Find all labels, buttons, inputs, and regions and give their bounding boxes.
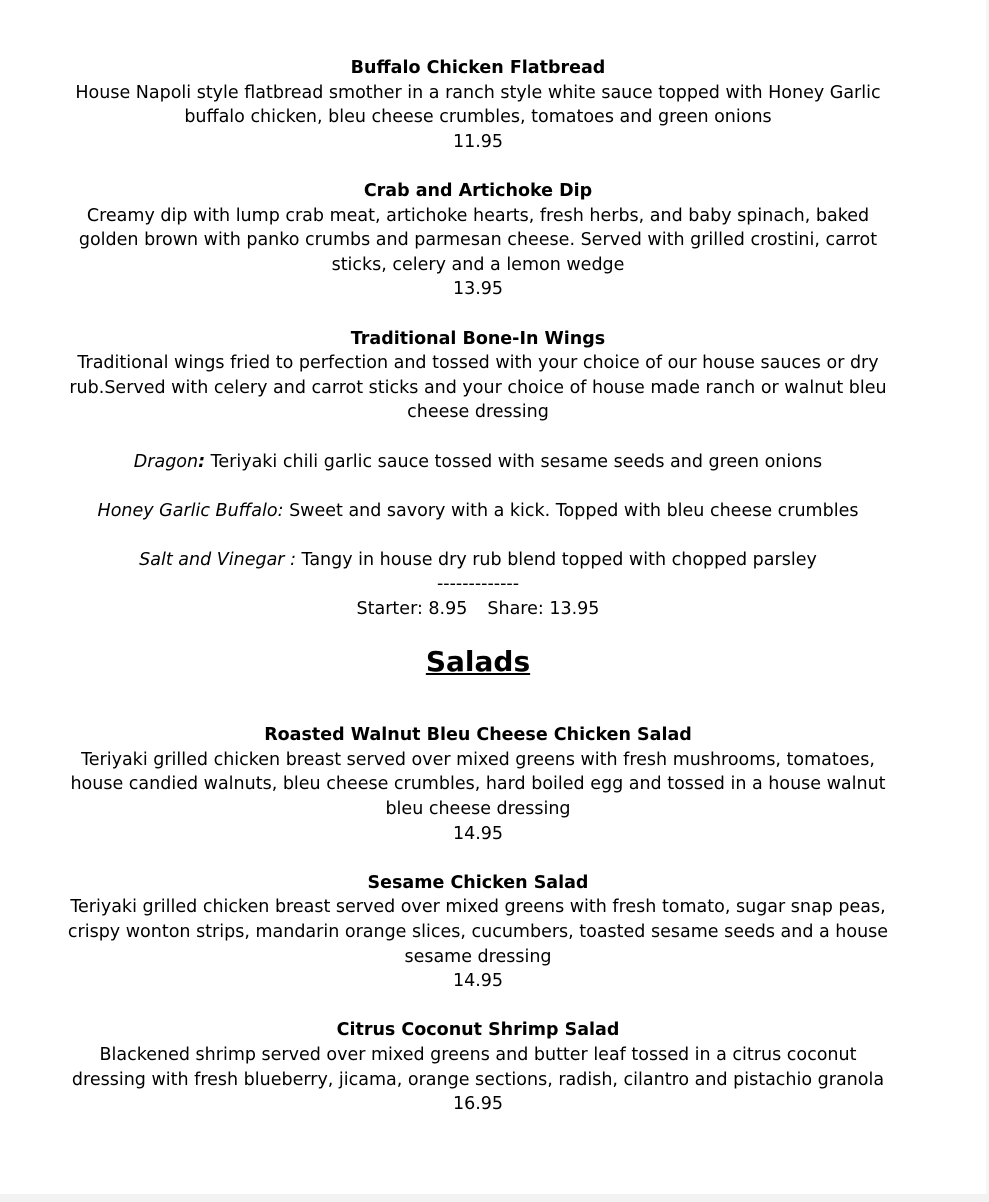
sauce-name: Honey Garlic Buffalo bbox=[97, 500, 278, 521]
price-divider: ------------- bbox=[436, 574, 520, 595]
item-description: House Napoli style flatbread smother in a ranch style white sauce topped with Honey Garlic buffalo chicken, bleu cheese crumbles, tomatoes and green onions bbox=[75, 82, 881, 128]
item-title: Sesame Chicken Salad bbox=[367, 872, 589, 893]
sauce-description: Teriyaki chili garlic sauce tossed with sesame seeds and green onions bbox=[205, 451, 823, 472]
sauce-colon: : bbox=[198, 451, 206, 472]
menu-item-roasted-walnut-bleu-cheese-chicken-salad bbox=[60, 723, 896, 846]
sauce-description: Sweet and savory with a kick. Topped with bleu cheese crumbles bbox=[283, 500, 859, 521]
sauce-salt-and-vinegar bbox=[60, 548, 896, 573]
item-title: Buffalo Chicken Flatbread bbox=[350, 58, 606, 78]
menu-item-sesame-chicken-salad bbox=[60, 871, 896, 994]
menu-item-citrus-coconut-shrimp-salad bbox=[60, 1018, 896, 1116]
menu-item-buffalo-chicken-flatbread bbox=[60, 56, 896, 154]
sauce-colon: : bbox=[277, 500, 284, 521]
sauce-dragon bbox=[60, 450, 896, 475]
section-heading-salads: Salads bbox=[425, 645, 531, 679]
item-price: 14.95 bbox=[452, 823, 504, 844]
item-description: Blackened shrimp served over mixed greens and butter leaf tossed in a citrus coconut dressing with fresh blueberry, jicama, orange sections, radish, cilantro and pistachio granola bbox=[71, 1044, 885, 1090]
item-title: Roasted Walnut Bleu Cheese Chicken Salad bbox=[264, 725, 692, 746]
item-price: 11.95 bbox=[452, 131, 504, 152]
starter-price: Starter: 8.95 bbox=[356, 599, 468, 620]
item-price: 13.95 bbox=[452, 279, 504, 300]
item-description: Creamy dip with lump crab meat, artichoke hearts, fresh herbs, and baby spinach, baked golden brown with panko crumbs and parmesan cheese. Served with grilled crostini, carrot sticks, celery and a lemon wedge bbox=[78, 205, 878, 275]
item-description: Teriyaki grilled chicken breast served over mixed greens with fresh mushrooms, tomatoes, house candied walnuts, bleu cheese crumbles, hard boiled egg and tossed in a house walnut bleu cheese dressing bbox=[70, 749, 886, 820]
item-title: Traditional Bone-In Wings bbox=[350, 328, 606, 349]
wings-prices bbox=[60, 597, 896, 622]
sauce-colon: : bbox=[290, 549, 296, 570]
sauce-name: Salt and Vinegar bbox=[139, 549, 291, 570]
page-bottom-shade bbox=[0, 1194, 989, 1202]
item-price: 16.95 bbox=[452, 1094, 504, 1115]
sauce-honey-garlic-buffalo bbox=[60, 499, 896, 524]
item-description: Traditional wings fried to perfection and tossed with your choice of our house sauces or dry rub.Served with celery and carrot sticks and your choice of house made ranch or walnut bleu cheese dressing bbox=[69, 353, 887, 423]
menu-content bbox=[60, 56, 896, 1141]
menu-item-bone-in-wings bbox=[60, 327, 896, 622]
item-title: Crab and Artichoke Dip bbox=[363, 180, 593, 201]
sauce-name: Dragon bbox=[133, 451, 199, 472]
sauce-description: Tangy in house dry rub blend topped with chopped parsley bbox=[295, 549, 817, 570]
item-price: 14.95 bbox=[452, 971, 504, 992]
item-title: Citrus Coconut Shrimp Salad bbox=[336, 1020, 620, 1041]
item-description: Teriyaki grilled chicken breast served over mixed greens with fresh tomato, sugar snap peas, crispy wonton strips, mandarin orange slices, cucumbers, toasted sesame seeds and a house sesame dressing bbox=[67, 897, 889, 967]
share-price: Share: 13.95 bbox=[487, 599, 600, 620]
menu-item-crab-artichoke-dip bbox=[60, 179, 896, 302]
